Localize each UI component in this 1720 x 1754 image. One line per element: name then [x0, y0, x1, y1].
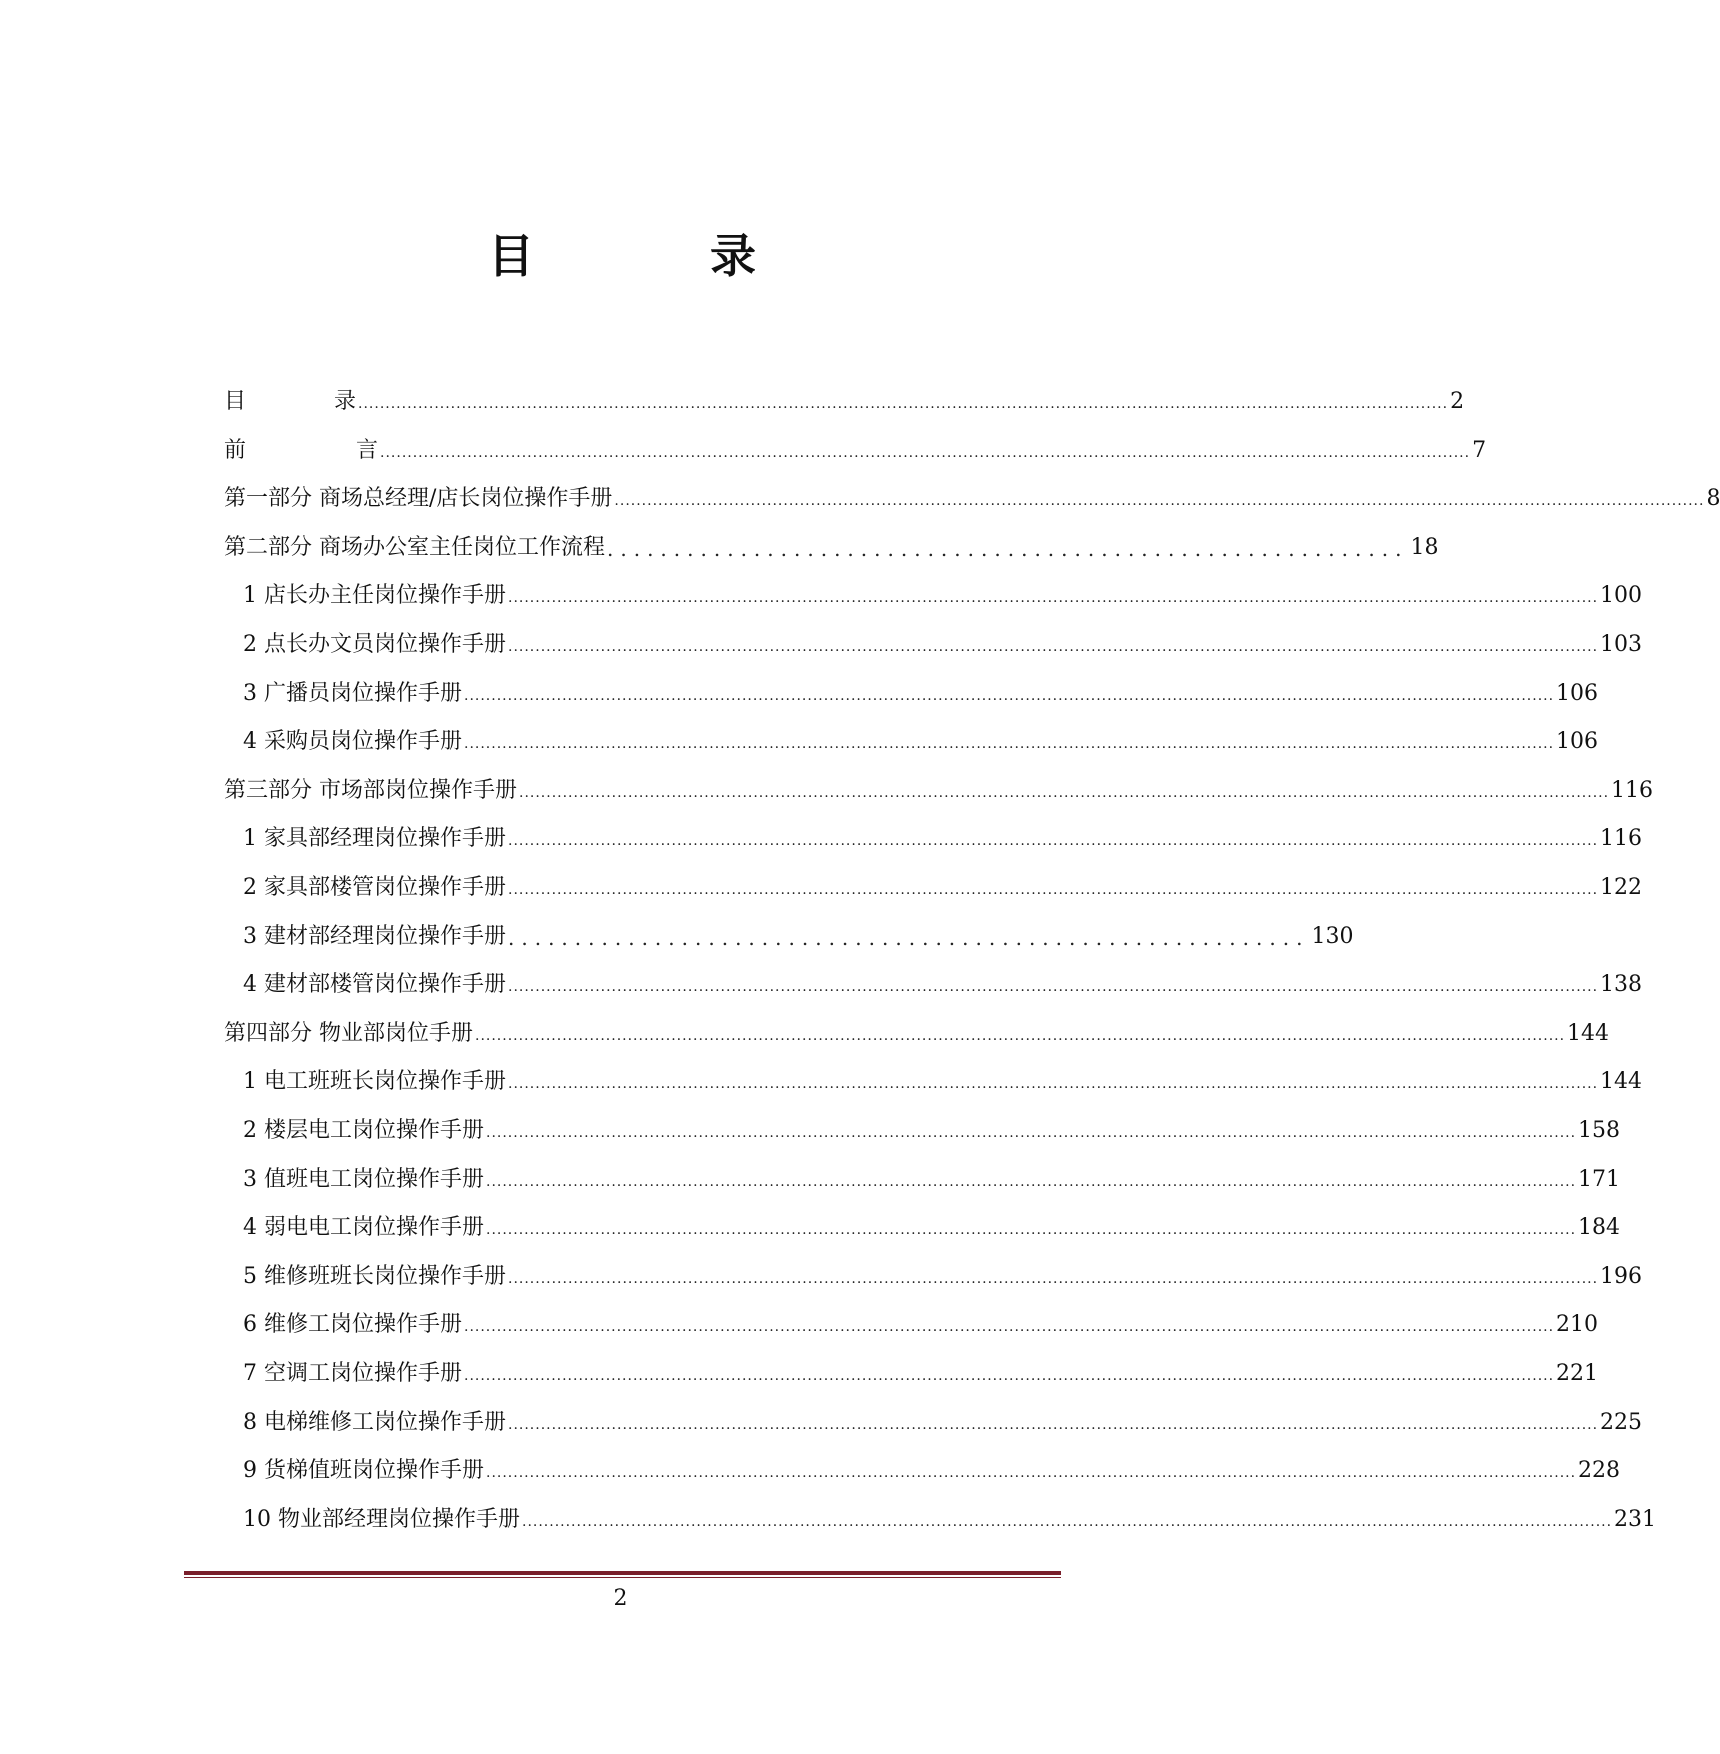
toc-entry-label: 10 物业部经理岗位操作手册 [243, 1506, 520, 1532]
toc-entry[interactable] [243, 1304, 1599, 1340]
toc-leader-dots: ............................................................ [607, 536, 1409, 561]
toc-entry-page: 130 [1311, 923, 1354, 949]
toc-leader-dots: ........................................................................................................................................................................................................ [508, 882, 1599, 898]
toc-leader-dots: ........................................................................................................................................................................................................ [486, 1125, 1577, 1141]
toc-leader-dots: ........................................................................................................................................................................................................ [508, 1076, 1599, 1093]
toc-entry[interactable] [243, 1110, 1621, 1146]
toc-leader-dots: ........................................................................................................................................................................................................ [486, 1465, 1577, 1482]
toc-leader-dots: ........................................................................................................................................................................................................ [508, 1270, 1599, 1287]
toc-leader-dots: ........................................................................................................................................................................................................ [614, 493, 1705, 510]
toc-entry[interactable] [224, 430, 1487, 466]
toc-entry[interactable] [243, 818, 1643, 854]
toc-entry-page: 8 [1706, 486, 1720, 512]
toc-entry-page: 184 [1578, 1215, 1621, 1241]
toc-entry-page: 158 [1578, 1118, 1621, 1143]
toc-entry-page: 18 [1410, 534, 1439, 560]
toc-entry-label: 目 录 [224, 389, 357, 414]
toc-entry-label: 2 点长办文员岗位操作手册 [243, 632, 506, 657]
toc-entry[interactable] [243, 624, 1643, 660]
toc-entry[interactable] [243, 1402, 1643, 1438]
toc-entry-page: 138 [1600, 972, 1643, 998]
toc-entry-page: 100 [1600, 583, 1643, 609]
toc-entry-label: 9 货梯值班岗位操作手册 [243, 1458, 484, 1484]
toc-leader-dots: ........................................................................................................................................................................................................ [464, 736, 1555, 753]
toc-leader-dots: ............................................................ [508, 925, 1310, 950]
toc-leader-dots: ........................................................................................................................................................................................................ [522, 1513, 1613, 1530]
toc-entry-page: 196 [1600, 1263, 1643, 1289]
toc-leader-dots: ........................................................................................................................................................................................................ [464, 1319, 1555, 1336]
toc-entry-label: 6 维修工岗位操作手册 [243, 1312, 462, 1338]
toc-leader-dots: ........................................................................................................................................................................................................ [486, 1222, 1577, 1239]
toc-entry-label: 前 言 [224, 437, 379, 463]
toc-leader-dots: ........................................................................................................................................................................................................ [486, 1173, 1577, 1190]
toc-entry[interactable] [243, 575, 1643, 611]
toc-entry[interactable] [243, 964, 1643, 1000]
toc-entry-page: 106 [1556, 729, 1599, 755]
toc-leader-dots: ........................................................................................................................................................................................................ [508, 1416, 1599, 1433]
toc-entry-label: 5 维修班班长岗位操作手册 [243, 1263, 506, 1289]
page-number: 2 [613, 1586, 628, 1611]
toc-leader-dots: ........................................................................................................................................................................................................ [475, 1027, 1566, 1044]
toc-entry-label: 3 广播员岗位操作手册 [243, 680, 462, 706]
toc-entry-page: 122 [1600, 875, 1643, 900]
toc-entry-page: 144 [1567, 1020, 1610, 1046]
toc-leader-dots: ........................................................................................................................................................................................................ [519, 784, 1610, 801]
toc-entry[interactable] [224, 381, 1465, 417]
toc-leader-dots: ........................................................................................................................................................................................................ [508, 979, 1599, 996]
toc-entry[interactable] [243, 1450, 1621, 1486]
toc-heading [0, 226, 1241, 286]
toc-leader-dots: ........................................................................................................................................................................................................ [464, 1368, 1555, 1384]
toc-entry[interactable] [224, 478, 1720, 514]
toc-entry[interactable] [243, 673, 1599, 709]
toc-entry-label: 8 电梯维修工岗位操作手册 [243, 1409, 506, 1435]
toc-leader-dots: ........................................................................................................................................................................................................ [508, 639, 1599, 655]
toc-entry-page: 7 [1472, 437, 1487, 463]
toc-entry-page: 225 [1600, 1409, 1643, 1435]
toc-entry-label: 第一部分 商场总经理/店长岗位操作手册 [224, 486, 613, 512]
toc-entry-page: 228 [1578, 1458, 1621, 1484]
toc-heading-left: 目 [488, 229, 534, 283]
toc-entry-page: 2 [1450, 389, 1465, 414]
toc-entry-label: 3 建材部经理岗位操作手册 [243, 923, 506, 949]
toc-entry-label: 1 店长办主任岗位操作手册 [243, 583, 506, 609]
toc-entry[interactable] [243, 916, 1354, 952]
toc-leader-dots: ........................................................................................................................................................................................................ [508, 590, 1599, 607]
toc-entry[interactable] [243, 1207, 1621, 1243]
toc-heading-right: 录 [710, 229, 756, 283]
toc-entry[interactable] [243, 1061, 1643, 1097]
toc-entry-page: 221 [1556, 1361, 1599, 1386]
toc-entry-label: 2 家具部楼管岗位操作手册 [243, 875, 506, 900]
toc-entry[interactable] [243, 1159, 1621, 1195]
toc-entry-page: 210 [1556, 1312, 1599, 1338]
toc-entry[interactable] [224, 527, 1439, 563]
toc-entry[interactable] [224, 770, 1654, 806]
toc-entry-page: 144 [1600, 1069, 1643, 1095]
toc-leader-dots: ........................................................................................................................................................................................................ [358, 396, 1449, 412]
footer-rule [184, 1571, 1061, 1578]
toc-entry[interactable] [243, 1353, 1599, 1389]
toc-leader-dots: ........................................................................................................................................................................................................ [380, 444, 1471, 461]
toc-entry-page: 106 [1556, 680, 1599, 706]
toc-entry-label: 4 建材部楼管岗位操作手册 [243, 972, 506, 998]
toc-entry-page: 231 [1614, 1506, 1657, 1532]
toc-leader-dots: ........................................................................................................................................................................................................ [508, 833, 1599, 850]
toc-entry-label: 4 采购员岗位操作手册 [243, 729, 462, 755]
toc-entry[interactable] [243, 721, 1599, 757]
toc-entry-label: 4 弱电电工岗位操作手册 [243, 1215, 484, 1241]
toc-entry-page: 171 [1578, 1166, 1621, 1192]
toc-entry-label: 3 值班电工岗位操作手册 [243, 1166, 484, 1192]
toc-entry-label: 7 空调工岗位操作手册 [243, 1361, 462, 1386]
toc-entry-label: 第二部分 商场办公室主任岗位工作流程 [224, 534, 605, 560]
toc-entry[interactable] [243, 1256, 1643, 1292]
toc-entry-label: 1 电工班班长岗位操作手册 [243, 1069, 506, 1095]
toc-entry-label: 第三部分 市场部岗位操作手册 [224, 777, 517, 803]
toc-entry[interactable] [243, 1499, 1657, 1535]
toc-entry[interactable] [224, 1013, 1610, 1049]
toc-entry-label: 2 楼层电工岗位操作手册 [243, 1118, 484, 1143]
toc-entry[interactable] [243, 867, 1643, 903]
toc-entry-label: 1 家具部经理岗位操作手册 [243, 826, 506, 852]
toc-entry-page: 116 [1600, 826, 1643, 852]
toc-entry-label: 第四部分 物业部岗位手册 [224, 1020, 473, 1046]
toc-entry-page: 116 [1611, 777, 1654, 803]
toc-entry-page: 103 [1600, 632, 1643, 657]
toc-leader-dots: ........................................................................................................................................................................................................ [464, 687, 1555, 704]
